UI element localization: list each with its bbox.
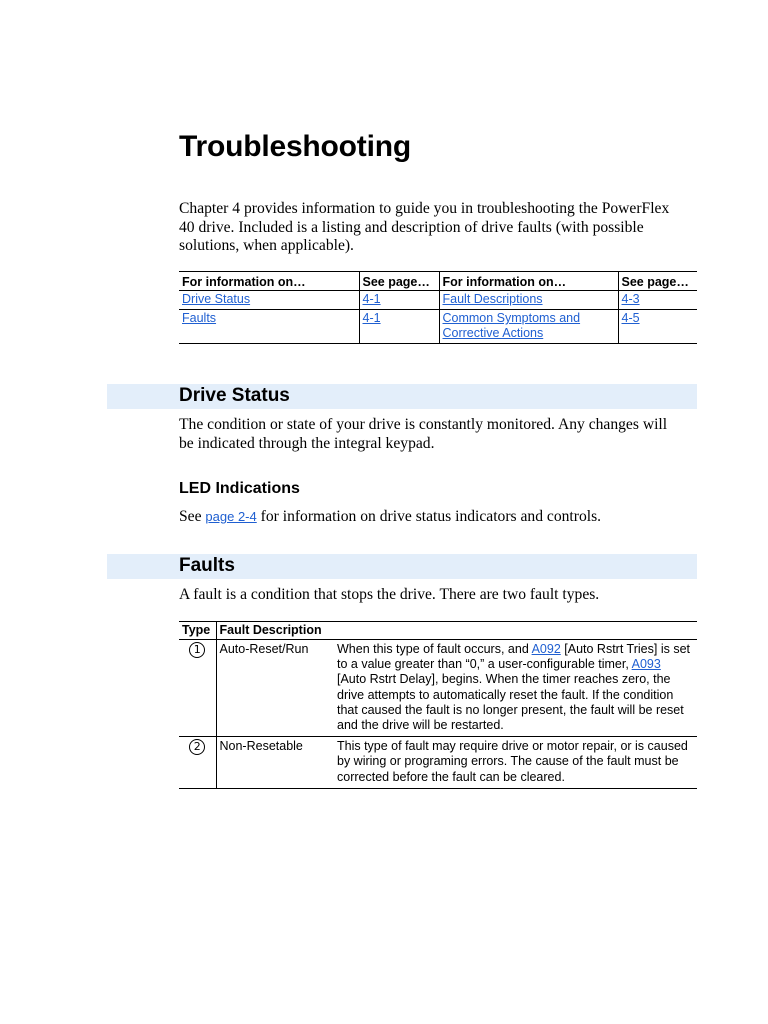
link-page-common-symptoms[interactable]: 4-5: [621, 311, 640, 325]
table-row: [179, 310, 697, 344]
table-row: [179, 737, 697, 789]
link-a092[interactable]: A092: [531, 642, 561, 656]
fault-description: [334, 640, 697, 737]
fault-desc-part: [Auto Rstrt Delay], begins. When the timer reaches zero, the drive attempts to automatically reset the fault. If the condition that caused the fault is no longer present, the fault will be reset and the drive will be restarted.: [337, 672, 684, 733]
link-page-drive-status[interactable]: 4-1: [362, 292, 381, 306]
index-table-header: [179, 272, 697, 291]
index-table: [179, 271, 697, 344]
index-header-page-2: See page…: [618, 272, 697, 291]
fault-types-table: [179, 621, 697, 789]
led-indications-text: [179, 508, 699, 527]
led-text-prefix: See: [179, 508, 202, 525]
fault-header-type: Type: [179, 622, 216, 640]
link-a093[interactable]: A093: [631, 657, 661, 672]
fault-type-1-icon: 1: [189, 642, 205, 658]
fault-table-header: [179, 622, 697, 640]
fault-desc-part: [Auto Rstrt Tries] is set to a value greater than “0,” a user-configurable timer,: [337, 642, 690, 672]
link-page-faults[interactable]: 4-1: [362, 311, 381, 325]
fault-header-description: Fault Description: [216, 622, 697, 640]
link-page-2-4[interactable]: page 2-4: [205, 509, 257, 524]
fault-desc-part: When this type of fault occurs, and: [337, 642, 529, 656]
link-common-symptoms[interactable]: Common Symptoms and Corrective Actions: [442, 311, 581, 340]
fault-description: This type of fault may require drive or motor repair, or is caused by wiring or programing errors. The cause of the fault must be corrected before the fault can be cleared.: [334, 737, 697, 789]
led-indications-heading: LED Indications: [179, 480, 300, 497]
index-header-topic: For information on…: [179, 272, 359, 291]
led-text-suffix: for information on drive status indicators and controls.: [260, 508, 602, 525]
link-fault-descriptions[interactable]: Fault Descriptions: [442, 292, 543, 306]
intro-paragraph: Chapter 4 provides information to guide you in troubleshooting the PowerFlex 40 drive. Included is a listing and description of drive faults (with possible solutions, when applicable).: [179, 200, 670, 255]
link-faults[interactable]: Faults: [182, 311, 217, 325]
fault-type-2-icon: 2: [189, 739, 205, 755]
page-title: Troubleshooting: [179, 130, 411, 163]
table-row: [179, 640, 697, 737]
table-row: [179, 291, 697, 310]
link-page-fault-descriptions[interactable]: 4-3: [621, 292, 640, 306]
faults-text: A fault is a condition that stops the drive. There are two fault types.: [179, 586, 600, 603]
fault-name: Auto-Reset/Run: [216, 640, 334, 737]
fault-name: Non-Resetable: [216, 737, 334, 789]
faults-heading: Faults: [179, 555, 235, 576]
drive-status-heading: Drive Status: [179, 385, 290, 406]
drive-status-text: The condition or state of your drive is constantly monitored. Any changes will be indicated through the integral keypad.: [179, 416, 668, 452]
index-header-page: See page…: [359, 272, 439, 291]
index-header-topic-2: For information on…: [439, 272, 618, 291]
link-drive-status[interactable]: Drive Status: [182, 292, 251, 306]
